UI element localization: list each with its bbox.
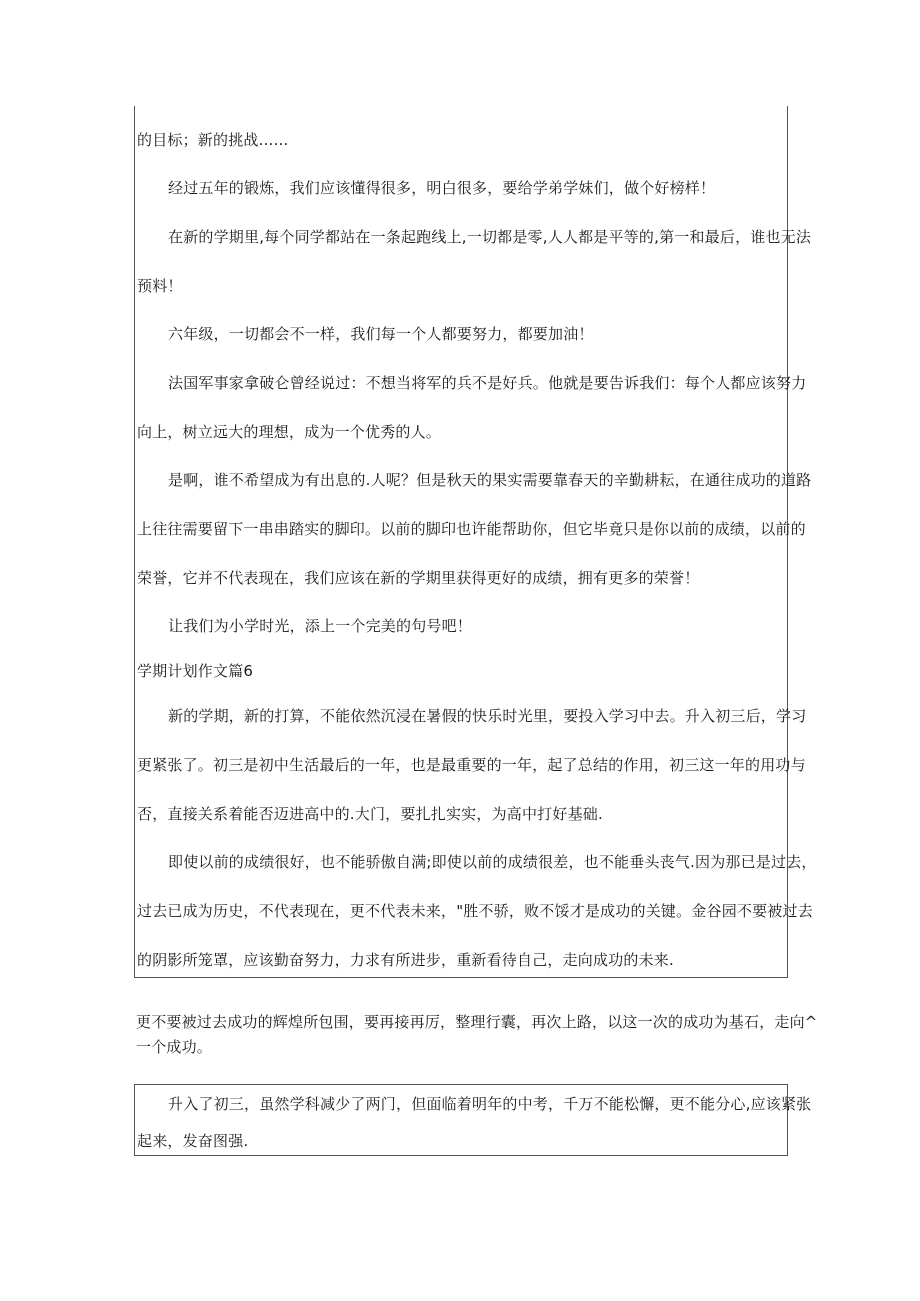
- text-line: 的目标；新的挑战......: [137, 131, 289, 149]
- text-line: 更不要被过去成功的辉煌所包围，要再接再厉，整理行囊，再次上路，以这一次的成功为基石，走向^: [136, 1013, 818, 1031]
- text-line: 否，直接关系着能否迈进高中的.大门，要扎扎实实，为高中打好基础.: [137, 805, 603, 823]
- text-line: 预料！: [137, 277, 183, 295]
- text-line: 起来，发奋图强.: [137, 1132, 249, 1150]
- text-line: 向上，树立远大的理想，成为一个优秀的人。: [137, 423, 442, 441]
- text-line: 荣誉，它并不代表现在，我们应该在新的学期里获得更好的成绩，拥有更多的荣誉！: [137, 569, 700, 587]
- content-box-top: [134, 106, 817, 978]
- text-line: 上往往需要留下一串串踏实的脚印。以前的脚印也许能帮助你，但它毕竟只是你以前的成绩，以前的: [137, 520, 806, 538]
- text-line: 新的学期，新的打算，不能依然沉浸在暑假的快乐时光里，要投入学习中去。升入初三后，学习: [168, 707, 807, 725]
- section-heading: 学期计划作文篇6: [137, 662, 254, 680]
- text-line: 经过五年的锻炼，我们应该懂得很多，明白很多，要给学弟学妹们，做个好榜样！: [168, 179, 716, 197]
- content-box-bottom: [134, 1084, 812, 1156]
- text-line: 的阴影所笼罩，应该勤奋努力，力求有所进步，重新看待自己，走向成功的未来.: [137, 951, 674, 969]
- text-line: 更紧张了。初三是初中生活最后的一年，也是最重要的一年，起了总结的作用，初三这一年的用功与: [137, 756, 806, 774]
- text-line: 在新的学期里,每个同学都站在一条起跑线上,一切都是零,人人都是平等的,第一和最后，谁也无法: [168, 228, 812, 246]
- text-line: 让我们为小学时光，添上一个完美的句号吧！: [168, 617, 473, 635]
- text-line: 一个成功。: [136, 1038, 213, 1056]
- text-line: 六年级，一切都会不一样，我们每一个人都要努力，都要加油！: [168, 325, 594, 343]
- text-line: 是啊，谁不希望成为有出息的.人呢？但是秋天的果实需要靠春天的辛勤耕耘，在通往成功的道路: [168, 471, 812, 489]
- text-line: 升入了初三，虽然学科减少了两门，但面临着明年的中考，千万不能松懈，更不能分心,应该紧张: [168, 1095, 812, 1113]
- text-line: 过去已成为历史，不代表现在，更不代表未来，"胜不骄，败不馁才是成功的关键。金谷园不要被过去: [137, 902, 813, 920]
- text-line: 即使以前的成绩很好，也不能骄傲自满;即使以前的成绩很差，也不能垂头丧气.因为那已是过去，: [168, 853, 817, 871]
- text-line: 法国军事家拿破仑曾经说过：不想当将军的兵不是好兵。他就是要告诉我们：每个人都应该努力: [168, 374, 807, 392]
